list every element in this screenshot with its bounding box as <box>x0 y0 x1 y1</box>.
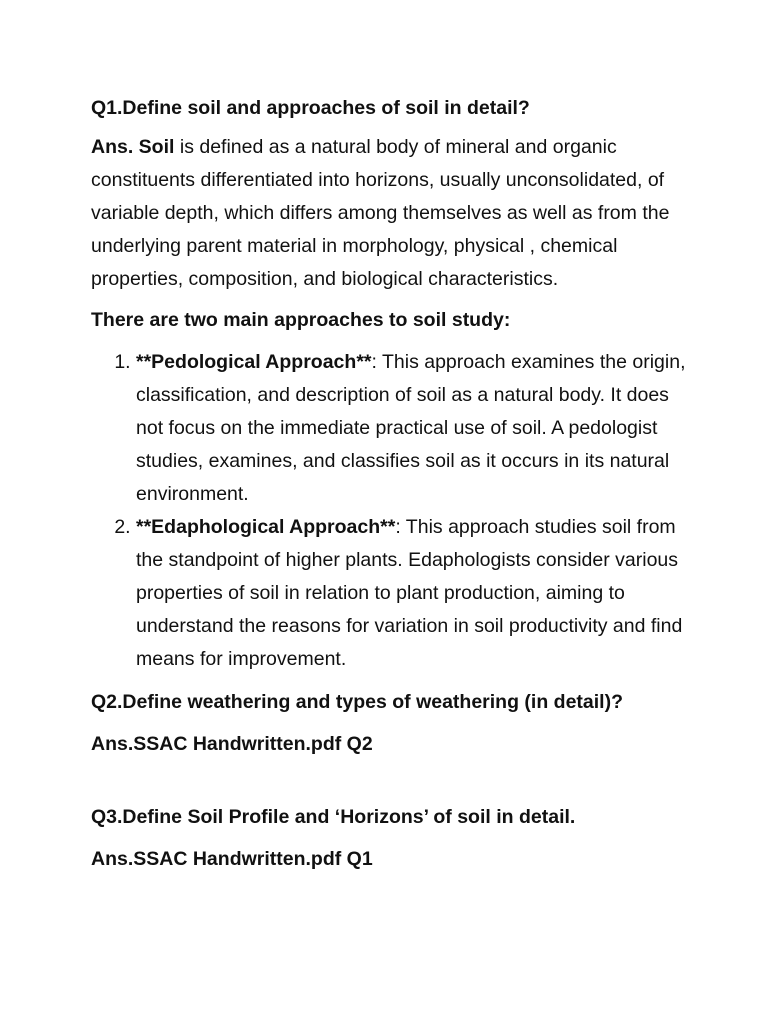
question-3-answer: Ans.SSAC Handwritten.pdf Q1 <box>91 848 373 870</box>
approach-title: **Edaphological Approach** <box>136 516 396 538</box>
approach-text: : This approach studies soil from the standpoint of higher plants. Edaphologists consider various properties of soil in relation to plant production, aiming to understand the reasons for variation in soil productivity and find means for improvement. <box>136 516 683 670</box>
approaches-heading: There are two main approaches to soil study: <box>91 309 511 331</box>
approaches-list <box>91 346 691 676</box>
approach-title: **Pedological Approach** <box>136 351 372 373</box>
approach-item-edaphological <box>136 511 691 676</box>
spacer <box>91 676 691 686</box>
question-2-answer: Ans.SSAC Handwritten.pdf Q2 <box>91 733 373 755</box>
spacer <box>91 761 691 801</box>
approach-text: : This approach examines the origin, classification, and description of soil as a natural body. It does not focus on the immediate practical use of soil. A pedologist studies, examines, and classifies soil as it occurs in its natural environment. <box>136 351 686 505</box>
approach-item-pedological <box>136 346 691 511</box>
question-1-heading: Q1.Define soil and approaches of soil in detail? <box>91 97 530 119</box>
document-page <box>91 92 691 876</box>
answer-1-prefix: Ans. Soil <box>91 136 175 158</box>
question-3-heading: Q3.Define Soil Profile and ‘Horizons’ of soil in detail. <box>91 806 576 828</box>
answer-1-text: is defined as a natural body of mineral and organic constituents differentiated into horizons, usually unconsolidated, of variable depth, which differs among themselves as well as from the underlying parent material in morphology, physical , chemical properties, composition, and biological characteristics. <box>91 136 670 290</box>
question-2-heading: Q2.Define weathering and types of weathering (in detail)? <box>91 691 623 713</box>
question-1-answer <box>91 131 691 296</box>
